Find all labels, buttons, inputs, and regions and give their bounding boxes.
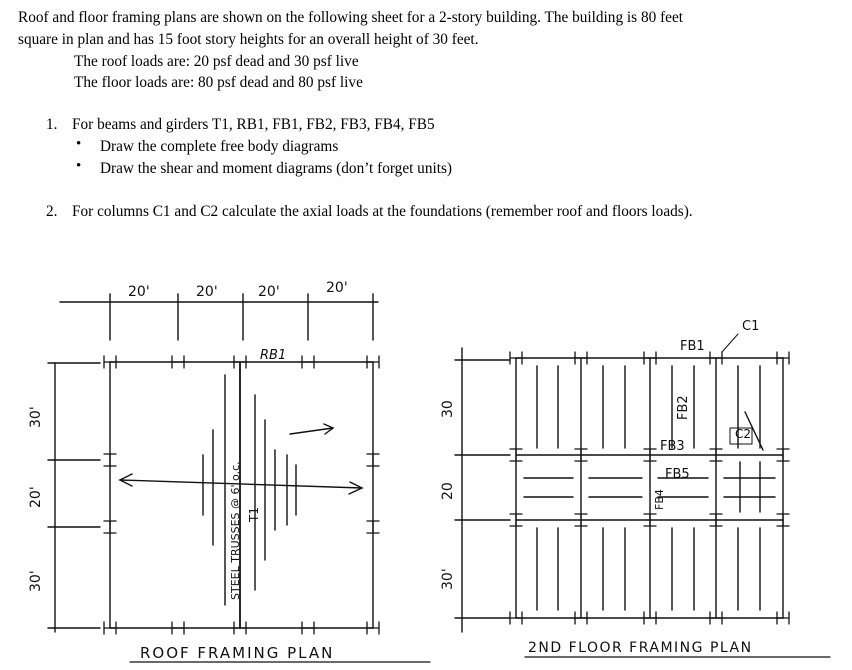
roof-plan-title: ROOF FRAMING PLAN [140,644,335,662]
roof-dim-top-2: 20' [196,284,218,300]
label-c1: C1 [742,319,760,334]
label-fb5: FB5 [665,467,690,482]
intro-line-2: square in plan and has 15 foot story heights for an overall height of 30 feet. [18,31,479,48]
roof-loads: The roof loads are: 20 psf dead and 30 psf live [74,53,359,70]
floor-framing-plan [440,319,830,657]
floor-plan-title: 2ND FLOOR FRAMING PLAN [528,640,753,656]
floor-dim-left-1: 30 [440,400,456,418]
bullet-dot: • [76,158,82,174]
label-fb3: FB3 [660,439,685,454]
floor-dim-left-3: 30' [440,568,456,590]
roof-trusses [203,375,296,605]
label-t1: T1 [247,507,261,522]
floor-loads: The floor loads are: 80 psf dead and 80 psf live [74,74,363,91]
roof-dim-top-3: 20' [258,284,280,300]
label-steel-trusses: STEEL TRUSSES @ 6' o.c. [229,461,242,600]
item-1-bullet-2: Draw the shear and moment diagrams (don’t forget units) [100,160,453,177]
roof-dim-top-4: 20' [326,280,348,296]
roof-framing-plan [28,280,430,662]
label-fb2: FB2 [676,395,691,420]
item-2-text: For columns C1 and C2 calculate the axial loads at the foundations (remember roof and floors loads). [72,203,693,220]
item-2-number: 2. [46,203,58,220]
item-1-bullet-1: Draw the complete free body diagrams [100,138,339,155]
label-c2: C2 [735,427,752,441]
floor-dim-left-2: 20 [440,482,456,500]
label-fb1: FB1 [680,339,705,354]
label-rb1: RB1 [260,348,287,363]
item-1-text: For beams and girders T1, RB1, FB1, FB2, FB3, FB4, FB5 [72,116,435,133]
label-fb4: FB4 [653,489,666,510]
intro-line-1: Roof and floor framing plans are shown on the following sheet for a 2-story building. The building is 80 feet [18,9,684,26]
roof-dim-top-1: 20' [128,284,150,300]
roof-dim-left-3: 30' [28,570,44,592]
roof-dim-left-1: 30' [28,406,44,428]
bullet-dot: • [76,136,82,152]
item-1-number: 1. [46,116,58,133]
roof-dim-left-2: 20' [28,486,44,508]
